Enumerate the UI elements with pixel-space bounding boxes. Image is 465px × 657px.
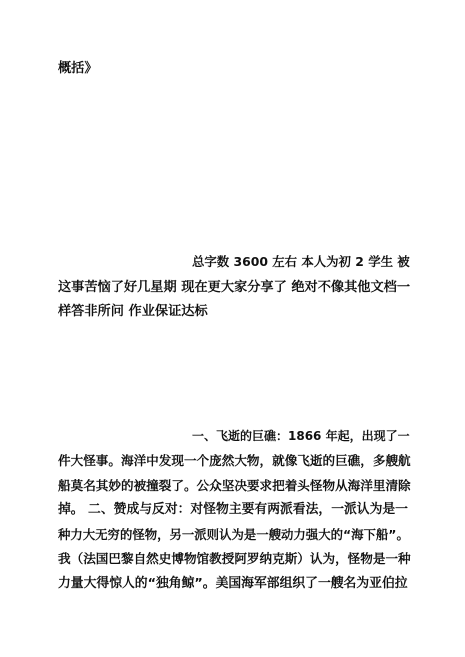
body-line: 掉。 二、赞成与反对：对怪物主要有两派看法，一派认为是一 — [58, 502, 408, 517]
body-line: 件大怪事。海洋中发现一个庞然大物，就像飞逝的巨礁，多艘航 — [58, 453, 411, 468]
heading-fragment: 概括》 — [58, 61, 98, 76]
intro-line: 样答非所问 作业保证达标 — [58, 304, 208, 319]
body-line: 力量大得惊人的“独角鲸”。美国海军部组织了一艘名为亚伯拉 — [58, 576, 408, 591]
intro-line: 总字数 3600 左右 本人为初 2 学生 被 — [192, 254, 410, 269]
body-line: 一、飞逝的巨礁：1866 年起，出现了一 — [192, 429, 410, 443]
intro-line: 这事苦恼了好几星期 现在更大家分享了 绝对不像其他文档一 — [58, 280, 411, 295]
body-line: 我（法国巴黎自然史博物馆教授阿罗纳克斯）认为，怪物是一种 — [58, 551, 411, 566]
body-line: 种力大无穷的怪物，另一派则认为是一艘动力强大的“海下船”。 — [58, 527, 409, 542]
body-line: 船莫名其妙的被撞裂了。公众坚决要求把着头怪物从海洋里清除 — [58, 478, 411, 493]
